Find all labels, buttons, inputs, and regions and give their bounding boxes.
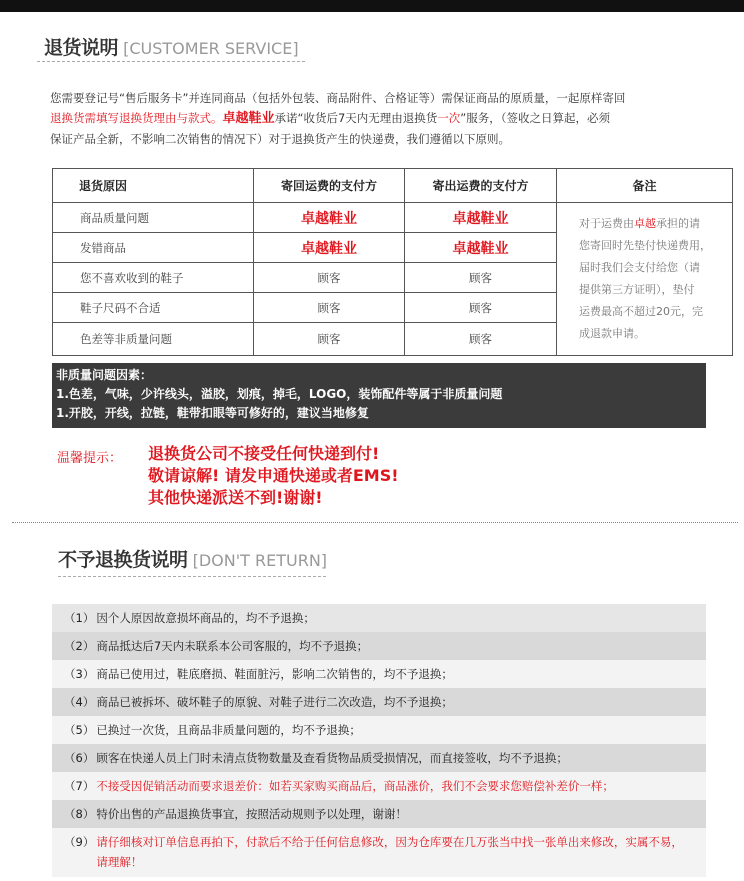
intro-red-note: 退换货需填写退换货理由与款式。 xyxy=(50,111,223,125)
intro-once: 一次 xyxy=(437,111,461,125)
returns-section-subtitle: [CUSTOMER SERVICE] xyxy=(123,39,299,58)
non-quality-title: 非质量问题因素： xyxy=(56,368,153,382)
list-item xyxy=(52,716,706,744)
rule-text: 不接受因促销活动而要求退差价：如若买家购买商品后，商品涨价，我们不会要求您赔偿补差价一样； xyxy=(96,779,614,793)
note-text: 届时我们会支付给您（请 xyxy=(579,261,700,274)
tip-lines xyxy=(148,443,399,509)
intro-line-2 xyxy=(50,108,712,129)
header-reason: 退货原因 xyxy=(53,169,254,203)
rule-number: （6） xyxy=(64,751,95,765)
table-header-row xyxy=(53,169,733,203)
intro-line-1: 您需要登记号“售后服务卡”并连同商品（包括外包装、商品附件、合格证等）需保证商品的原质量，一起原样寄回 xyxy=(50,91,626,105)
rule-text: 商品已使用过，鞋底磨损、鞋面脏污，影响二次销售的，均不予退换； xyxy=(96,667,453,681)
rule-text: 特价出售的产品退换货事宜，按照活动规则予以处理，谢谢！ xyxy=(96,807,407,821)
section-divider xyxy=(12,522,738,523)
intro-promise: 承诺“收货后7天内无理由退换货 xyxy=(274,111,438,125)
rule-text: 请仔细核对订单信息再拍下，付款后不给于任何信息修改，因为仓库要在几万张当中找一张单出来修改，实属不易，请理解！ xyxy=(96,835,683,869)
tip-line: 退换货公司不接受任何快递到付! xyxy=(148,444,380,463)
shipping-fee-table xyxy=(52,168,733,356)
non-quality-line-2: 1.开胶，开线，拉链，鞋带扣眼等可修好的，建议当地修复 xyxy=(56,406,369,420)
rule-number: （8） xyxy=(64,807,95,821)
note-text: 承担的请 xyxy=(656,217,700,230)
row-return-payer: 顾客 xyxy=(254,323,405,356)
returns-section-title: 退货说明 xyxy=(44,37,119,59)
rule-text: 已换过一次货，且商品非质量问题的，均不予退换； xyxy=(96,723,361,737)
returns-section-header xyxy=(44,33,299,60)
row-return-payer: 顾客 xyxy=(254,263,405,293)
list-item xyxy=(52,688,706,716)
rule-number: （3） xyxy=(64,667,95,681)
row-send-payer: 卓越鞋业 xyxy=(405,203,557,233)
row-return-payer: 卓越鞋业 xyxy=(254,233,405,263)
header-return-payer: 寄回运费的支付方 xyxy=(254,169,405,203)
no-returns-section-title: 不予退换货说明 xyxy=(58,549,188,571)
list-item xyxy=(52,632,706,660)
list-item xyxy=(52,828,706,877)
list-item xyxy=(52,744,706,772)
note-text: 成退款申请。 xyxy=(579,327,645,340)
rule-number: （1） xyxy=(64,611,95,625)
note-text: 提供第三方证明），垫付 xyxy=(579,283,695,296)
non-quality-line-1: 1.色差，气味，少许线头，溢胶，划痕，掉毛，LOGO，装饰配件等属于非质量问题 xyxy=(56,387,503,401)
header-note: 备注 xyxy=(557,169,733,203)
list-item xyxy=(52,660,706,688)
list-item xyxy=(52,800,706,828)
row-send-payer: 顾客 xyxy=(405,323,557,356)
rule-number: （5） xyxy=(64,723,95,737)
rule-number: （7） xyxy=(64,779,95,793)
row-reason: 发错商品 xyxy=(53,233,254,263)
non-quality-box xyxy=(52,363,706,428)
note-text: 对于运费由 xyxy=(579,217,634,230)
note-text: 您寄回时先垫付快递费用， xyxy=(579,239,711,252)
section-underline xyxy=(58,576,326,577)
brand-name: 卓越鞋业 xyxy=(222,111,275,126)
no-returns-section-subtitle: [DON'T RETURN] xyxy=(192,551,328,570)
list-item xyxy=(52,772,706,800)
row-reason: 色差等非质量问题 xyxy=(53,323,254,356)
intro-paragraph xyxy=(50,88,712,149)
section-underline xyxy=(37,61,305,62)
rule-text: 商品已被拆坏、破坏鞋子的原貌、对鞋子进行二次改造，均不予退换； xyxy=(96,695,453,709)
row-reason: 商品质量问题 xyxy=(53,203,254,233)
row-send-payer: 卓越鞋业 xyxy=(405,233,557,263)
intro-line-3: 保证产品全新，不影响二次销售的情况下）对于退换货产生的快递费，我们遵循以下原则。 xyxy=(50,132,510,146)
rule-text: 因个人原因故意损坏商品的，均不予退换； xyxy=(96,611,315,625)
row-reason: 您不喜欢收到的鞋子 xyxy=(53,263,254,293)
tip-line: 敬请谅解! 请发申通快递或者EMS! xyxy=(148,466,399,485)
list-item xyxy=(52,604,706,632)
table-row xyxy=(53,203,733,233)
rule-number: （9） xyxy=(64,835,95,849)
top-bar xyxy=(0,0,744,12)
rule-text: 顾客在快递人员上门时未清点货物数量及查看货物品质受损情况，而直接签收，均不予退换； xyxy=(96,751,568,765)
row-send-payer: 顾客 xyxy=(405,263,557,293)
row-return-payer: 顾客 xyxy=(254,293,405,323)
note-cell xyxy=(557,203,733,356)
rule-number: （2） xyxy=(64,639,95,653)
row-reason: 鞋子尺码不合适 xyxy=(53,293,254,323)
tip-line: 其他快递派送不到!谢谢! xyxy=(148,488,323,507)
header-send-payer: 寄出运费的支付方 xyxy=(405,169,557,203)
note-text: 运费最高不超过20元，完 xyxy=(579,305,703,318)
row-send-payer: 顾客 xyxy=(405,293,557,323)
note-brand: 卓越 xyxy=(634,217,656,230)
row-return-payer: 卓越鞋业 xyxy=(254,203,405,233)
rule-number: （4） xyxy=(64,695,95,709)
tip-label: 温馨提示： xyxy=(57,451,123,466)
intro-promise-end: ”服务，（签收之日算起，必须 xyxy=(460,111,611,125)
rule-text: 商品抵达后7天内未联系本公司客服的，均不予退换； xyxy=(96,639,369,653)
no-return-rules-list xyxy=(52,604,706,877)
no-returns-section-header xyxy=(58,545,327,572)
